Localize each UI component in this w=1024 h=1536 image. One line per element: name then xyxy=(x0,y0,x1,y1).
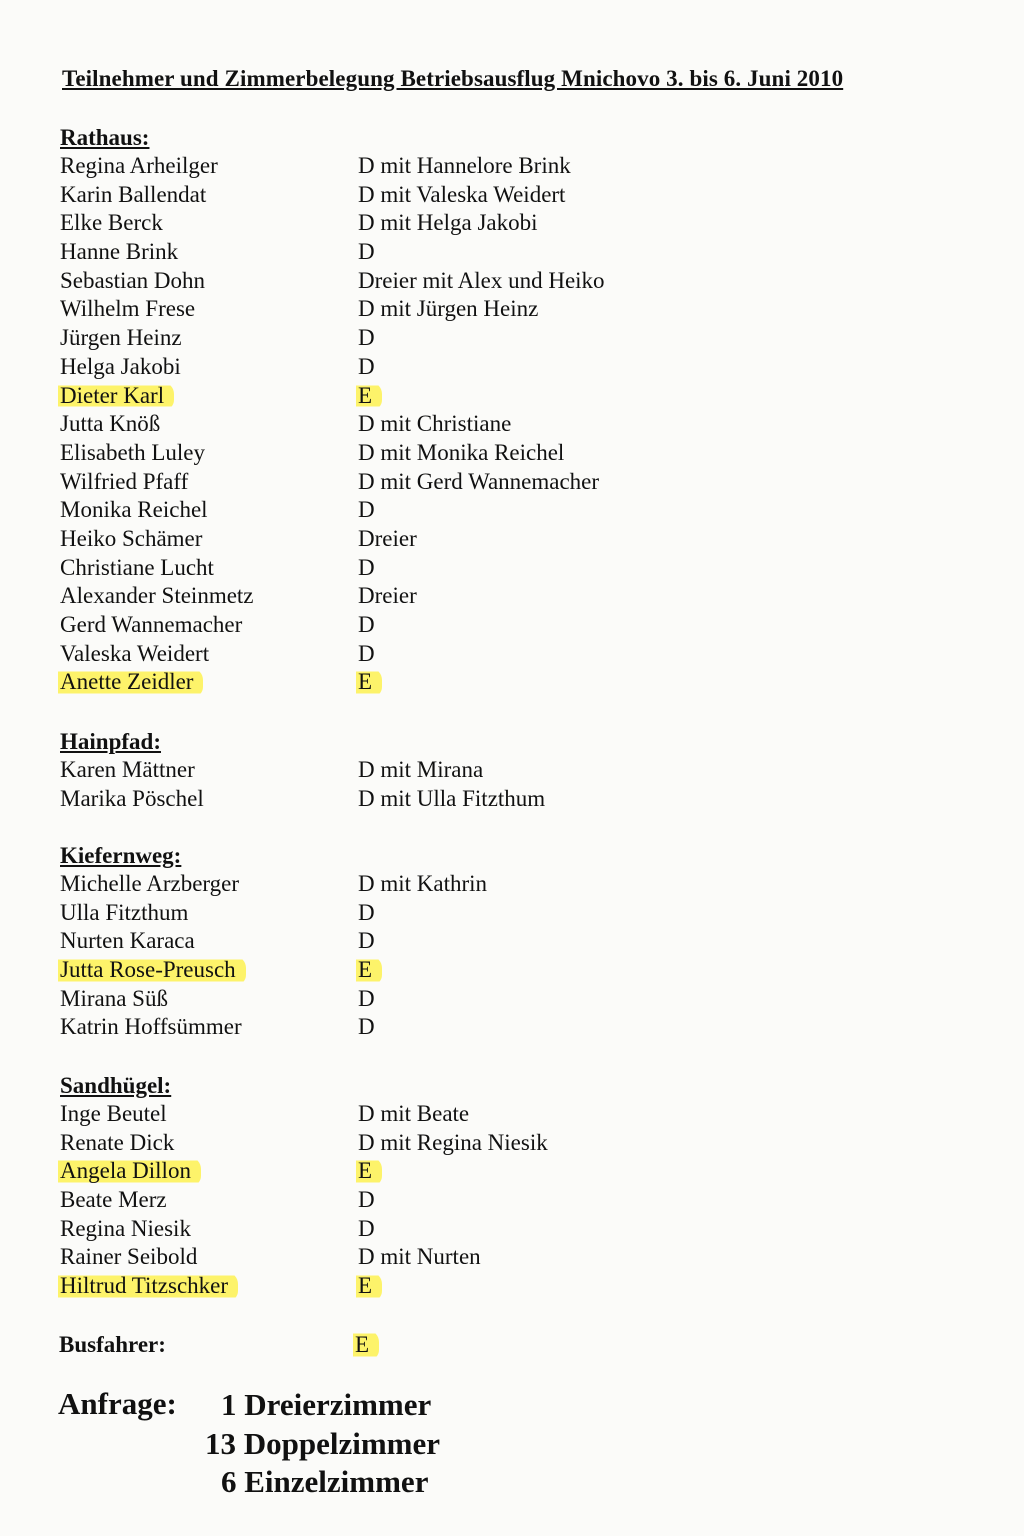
participant-name: Regina Arheilger xyxy=(60,153,218,178)
room-assignment: D mit Nurten xyxy=(358,1244,481,1270)
participant-name: Rainer Seibold xyxy=(60,1244,198,1270)
room-assignment: E xyxy=(356,1157,382,1186)
participant-name: Heiko Schämer xyxy=(60,525,203,551)
participant-list xyxy=(60,152,760,697)
participant-name: Elisabeth Luley xyxy=(60,439,205,465)
room-assignment: D mit Kathrin xyxy=(358,871,488,896)
room-assignment: D xyxy=(358,640,375,666)
participant-name: Mirana Süß xyxy=(60,985,168,1011)
room-assignment: D mit Beate xyxy=(358,1101,470,1126)
participant-name: Wilhelm Frese xyxy=(60,296,196,322)
participant-name: Karen Mättner xyxy=(60,757,195,782)
participant-row xyxy=(60,927,760,956)
participant-row xyxy=(60,870,760,899)
participant-row xyxy=(60,756,760,785)
participant-row xyxy=(60,1013,760,1042)
participant-row xyxy=(60,181,760,210)
participant-list xyxy=(60,1100,760,1301)
bus-driver-label: Busfahrer: xyxy=(59,1332,166,1357)
room-assignment: D mit Valeska Weidert xyxy=(358,181,566,207)
participant-row xyxy=(60,525,760,554)
section-heading: Sandhügel: xyxy=(60,1073,172,1098)
room-assignment: Dreier mit Alex und Heiko xyxy=(358,267,605,293)
room-assignment: D xyxy=(358,1187,375,1213)
participant-row xyxy=(60,382,760,411)
participant-list xyxy=(60,756,760,813)
request-label: Anfrage: xyxy=(58,1386,177,1421)
participant-name: Helga Jakobi xyxy=(60,353,181,379)
participant-row xyxy=(60,956,760,985)
participant-row xyxy=(60,238,760,267)
room-assignment: D xyxy=(358,928,375,954)
participant-row xyxy=(60,152,760,181)
participant-row xyxy=(60,496,760,525)
participant-name: Jürgen Heinz xyxy=(60,325,182,351)
participant-name: Michelle Arzberger xyxy=(60,871,240,896)
participant-row xyxy=(60,640,760,669)
room-assignment: D mit Christiane xyxy=(358,411,512,437)
participant-row xyxy=(60,1129,760,1158)
room-assignment: D mit Mirana xyxy=(358,757,484,782)
participant-name: Gerd Wannemacher xyxy=(60,612,243,637)
participant-name: Angela Dillon xyxy=(58,1157,201,1186)
participant-name: Monika Reichel xyxy=(60,497,208,523)
participant-name: Anette Zeidler xyxy=(58,668,203,697)
room-assignment: E xyxy=(356,956,382,985)
participant-row xyxy=(60,582,760,611)
participant-name: Jutta Rose-Preusch xyxy=(58,956,246,985)
participant-row xyxy=(60,1215,760,1244)
participant-name: Hanne Brink xyxy=(60,239,179,265)
participant-name: Hiltrud Titzschker xyxy=(58,1272,238,1301)
participant-name: Katrin Hoffsümmer xyxy=(60,1014,242,1040)
participant-name: Elke Berck xyxy=(60,210,163,236)
room-assignment: D xyxy=(358,497,375,523)
request-line-double: 13 Doppelzimmer xyxy=(205,1426,441,1461)
room-assignment: D xyxy=(358,554,375,580)
room-assignment: D mit Helga Jakobi xyxy=(358,210,538,236)
participant-name: Ulla Fitzthum xyxy=(60,899,189,925)
section-hainpfad xyxy=(60,727,760,813)
participant-row xyxy=(60,611,760,640)
room-assignment: D xyxy=(358,1215,375,1241)
participant-name: Marika Pöschel xyxy=(60,785,204,811)
room-assignment: D mit Regina Niesik xyxy=(358,1129,548,1155)
participant-row xyxy=(60,1243,760,1272)
bus-driver-row xyxy=(59,1330,759,1360)
room-assignment: D xyxy=(358,353,375,379)
participant-row xyxy=(60,899,760,928)
participant-name: Regina Niesik xyxy=(60,1215,191,1241)
participant-row xyxy=(60,985,760,1014)
participant-row xyxy=(60,468,760,497)
section-heading: Hainpfad: xyxy=(60,729,161,754)
participant-name: Valeska Weidert xyxy=(60,640,210,666)
participant-name: Wilfried Pfaff xyxy=(60,468,189,494)
participant-row xyxy=(60,324,760,353)
section-heading: Rathaus: xyxy=(60,125,150,150)
participant-row xyxy=(60,1186,760,1215)
participant-list xyxy=(60,870,760,1042)
participant-row xyxy=(60,295,760,324)
room-assignment: E xyxy=(356,668,382,697)
participant-name: Alexander Steinmetz xyxy=(60,583,254,609)
room-assignment: D mit Monika Reichel xyxy=(358,439,565,465)
participant-name: Dieter Karl xyxy=(58,382,174,411)
room-assignment: D xyxy=(358,985,375,1011)
room-assignment: D mit Gerd Wannemacher xyxy=(358,468,600,494)
participant-row xyxy=(60,267,760,296)
participant-row xyxy=(60,668,760,697)
participant-name: Christiane Lucht xyxy=(60,554,214,580)
room-assignment: D xyxy=(358,1014,375,1040)
request-line-single: 6 Einzelzimmer xyxy=(221,1464,429,1499)
room-assignment: D mit Hannelore Brink xyxy=(358,153,571,178)
participant-name: Sebastian Dohn xyxy=(60,267,206,293)
participant-row xyxy=(60,785,760,814)
request-line-triple: 1 Dreierzimmer xyxy=(221,1387,432,1422)
section-sandhuegel xyxy=(60,1071,760,1301)
section-heading: Kiefernweg: xyxy=(60,843,182,868)
participant-row xyxy=(60,1157,760,1186)
participant-row xyxy=(60,410,760,439)
room-assignment: E xyxy=(356,382,382,411)
room-assignment: D xyxy=(358,325,375,351)
participant-name: Renate Dick xyxy=(60,1129,175,1155)
room-assignment: Dreier xyxy=(358,525,417,551)
participant-row xyxy=(60,353,760,382)
room-assignment: D mit Ulla Fitzthum xyxy=(358,785,546,811)
room-assignment: E xyxy=(356,1272,382,1301)
participant-name: Karin Ballendat xyxy=(60,181,207,207)
room-assignment: Dreier xyxy=(358,583,417,609)
participant-name: Beate Merz xyxy=(60,1187,167,1213)
section-kiefernweg xyxy=(60,841,760,1042)
participant-row xyxy=(60,1272,760,1301)
room-assignment: D xyxy=(358,899,375,925)
section-rathaus xyxy=(60,123,760,697)
room-assignment: D xyxy=(358,612,375,637)
room-assignment: D mit Jürgen Heinz xyxy=(358,296,539,322)
participant-name: Nurten Karaca xyxy=(60,928,195,954)
bus-driver-room: E xyxy=(353,1330,379,1360)
participant-name: Jutta Knöß xyxy=(60,411,161,437)
document-title: Teilnehmer und Zimmerbelegung Betriebsausflug Mnichovo 3. bis 6. Juni 2010 xyxy=(62,66,844,91)
participant-row xyxy=(60,554,760,583)
room-assignment: D xyxy=(358,239,375,265)
participant-row xyxy=(60,439,760,468)
participant-row xyxy=(60,209,760,238)
participant-name: Inge Beutel xyxy=(60,1101,167,1126)
participant-row xyxy=(60,1100,760,1129)
